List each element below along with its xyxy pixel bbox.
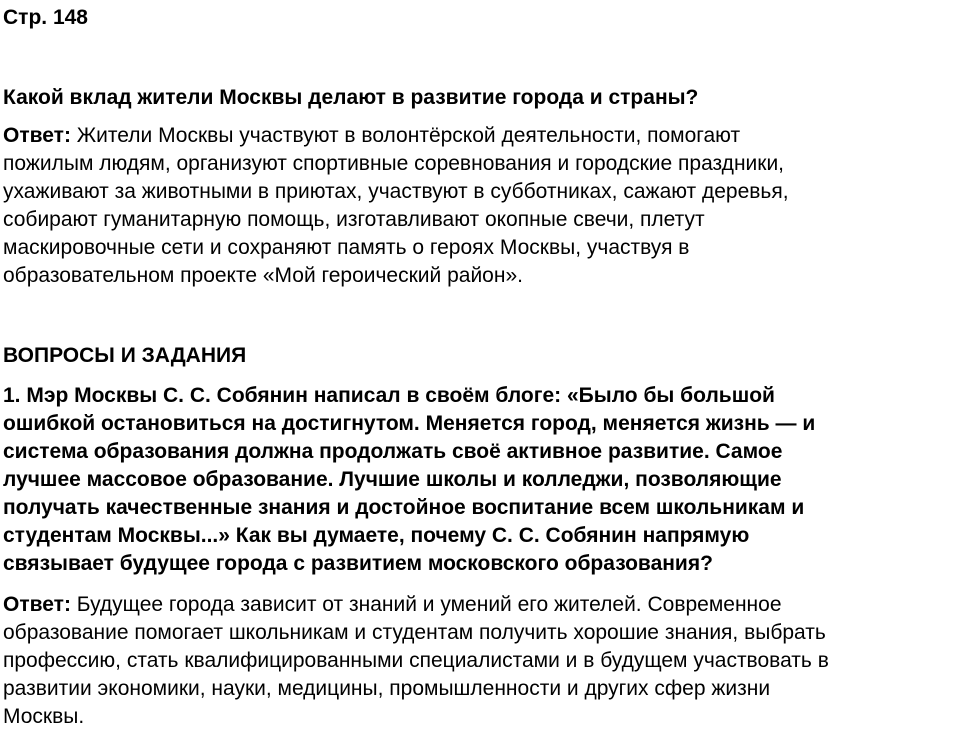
intro-question: Какой вклад жители Москвы делают в развитие города и страны? [3, 86, 699, 109]
answer-line: маскировочные сети и сохраняют память о героях Москвы, участвуя в [3, 236, 690, 259]
task-1-answer [3, 591, 965, 731]
answer-line: образование помогает школьникам и студентам получить хорошие знания, выбрать [3, 621, 826, 644]
answer-label: Ответ: [3, 124, 71, 147]
question-line: получать качественные знания и достойное воспитание всем школьникам и [3, 496, 805, 519]
answer-label: Ответ: [3, 593, 71, 616]
answer-line: профессию, стать квалифицированными специалистами и в будущем участвовать в [3, 649, 829, 672]
page-number: Стр. 148 [3, 6, 88, 29]
question-line: связывает будущее города с развитием московского образования? [3, 552, 713, 575]
answer-text: Будущее города зависит от знаний и умений его жителей. Современное [70, 593, 782, 616]
answer-line [3, 591, 965, 619]
intro-answer [3, 122, 965, 290]
answer-text: Жители Москвы участвуют в волонтёрской деятельности, помогают [70, 124, 741, 147]
task-1-question [3, 382, 965, 578]
answer-line: собирают гуманитарную помощь, изготавливают окопные свечи, плетут [3, 208, 705, 231]
question-line: система образования должна продолжать своё активное развитие. Самое [3, 440, 783, 463]
question-line: 1. Мэр Москвы С. С. Собянин написал в своём блоге: «Было бы большой [3, 384, 775, 407]
answer-line: Москвы. [3, 705, 85, 728]
question-line: лучшее массовое образование. Лучшие школы и колледжи, позволяющие [3, 468, 782, 491]
answer-line: образовательном проекте «Мой героический район». [3, 264, 523, 287]
section-title: ВОПРОСЫ И ЗАДАНИЯ [3, 344, 247, 367]
answer-line [3, 122, 965, 150]
answer-line: пожилым людям, организуют спортивные соревнования и городские праздники, [3, 152, 785, 175]
question-line: ошибкой остановиться на достигнутом. Меняется город, меняется жизнь — и [3, 412, 816, 435]
question-line: студентам Москвы...» Как вы думаете, почему С. С. Собянин напрямую [3, 524, 750, 547]
answer-line: ухаживают за животными в приютах, участвуют в субботниках, сажают деревья, [3, 180, 789, 203]
answer-line: развитии экономики, науки, медицины, промышленности и других сфер жизни [3, 677, 771, 700]
